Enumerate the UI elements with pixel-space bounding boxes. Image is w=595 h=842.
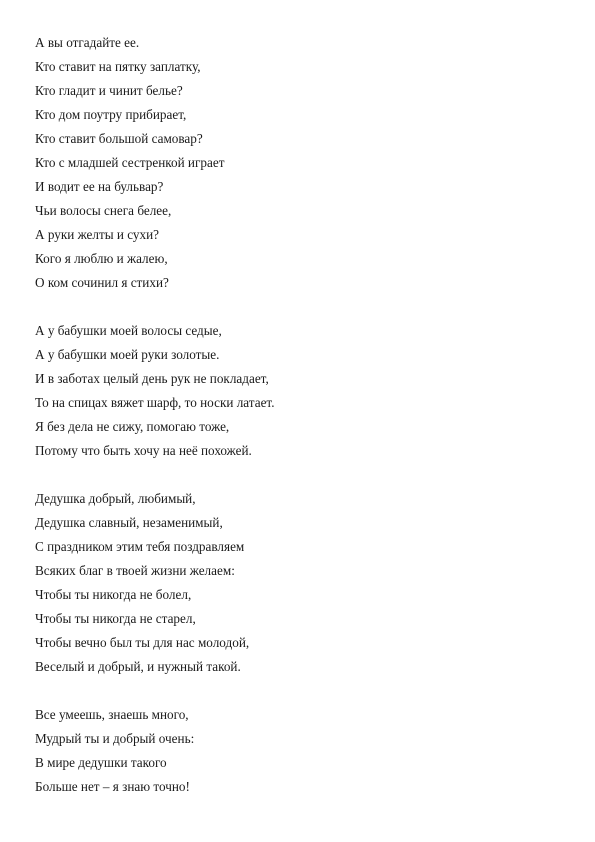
poem-line: В мире дедушки такого xyxy=(35,755,167,770)
poem-line: Больше нет – я знаю точно! xyxy=(35,779,190,794)
poem-line: А у бабушки моей руки золотые. xyxy=(35,347,220,362)
poem-line: О ком сочинил я стихи? xyxy=(35,275,169,290)
poem-line: Всяких благ в твоей жизни желаем: xyxy=(35,563,235,578)
stanza-4 xyxy=(35,703,575,799)
stanza-2 xyxy=(35,319,575,463)
poem-line: Я без дела не сижу, помогаю тоже, xyxy=(35,419,230,434)
poem-line: Кто ставит большой самовар? xyxy=(35,131,203,146)
poem-line: То на спицах вяжет шарф, то носки латает. xyxy=(35,395,275,410)
poem-line: Дедушка добрый, любимый, xyxy=(35,491,196,506)
poem-line: Веселый и добрый, и нужный такой. xyxy=(35,659,241,674)
poem-line: Чтобы ты никогда не старел, xyxy=(35,611,196,626)
poem-text xyxy=(35,31,575,799)
poem-line: Кто с младшей сестренкой играет xyxy=(35,155,225,170)
poem-line: Дедушка славный, незаменимый, xyxy=(35,515,223,530)
poem-line: И в заботах целый день рук не покладает, xyxy=(35,371,269,386)
poem-line: Все умеешь, знаешь много, xyxy=(35,707,189,722)
poem-line: Мудрый ты и добрый очень: xyxy=(35,731,195,746)
poem-line: Потому что быть хочу на неё похожей. xyxy=(35,443,252,458)
poem-line: Чьи волосы снега белее, xyxy=(35,203,172,218)
poem-line: И водит ее на бульвар? xyxy=(35,179,164,194)
poem-line: А руки желты и сухи? xyxy=(35,227,160,242)
stanza-1 xyxy=(35,31,575,295)
poem-line: С праздником этим тебя поздравляем xyxy=(35,539,245,554)
poem-line: Кто гладит и чинит белье? xyxy=(35,83,183,98)
poem-line: Чтобы вечно был ты для нас молодой, xyxy=(35,635,250,650)
poem-line: А у бабушки моей волосы седые, xyxy=(35,323,222,338)
poem-line: Кто дом поутру прибирает, xyxy=(35,107,187,122)
poem-line: А вы отгадайте ее. xyxy=(35,35,140,50)
poem-line: Кого я люблю и жалею, xyxy=(35,251,168,266)
stanza-3 xyxy=(35,487,575,679)
poem-line: Кто ставит на пятку заплатку, xyxy=(35,59,201,74)
poem-line: Чтобы ты никогда не болел, xyxy=(35,587,192,602)
